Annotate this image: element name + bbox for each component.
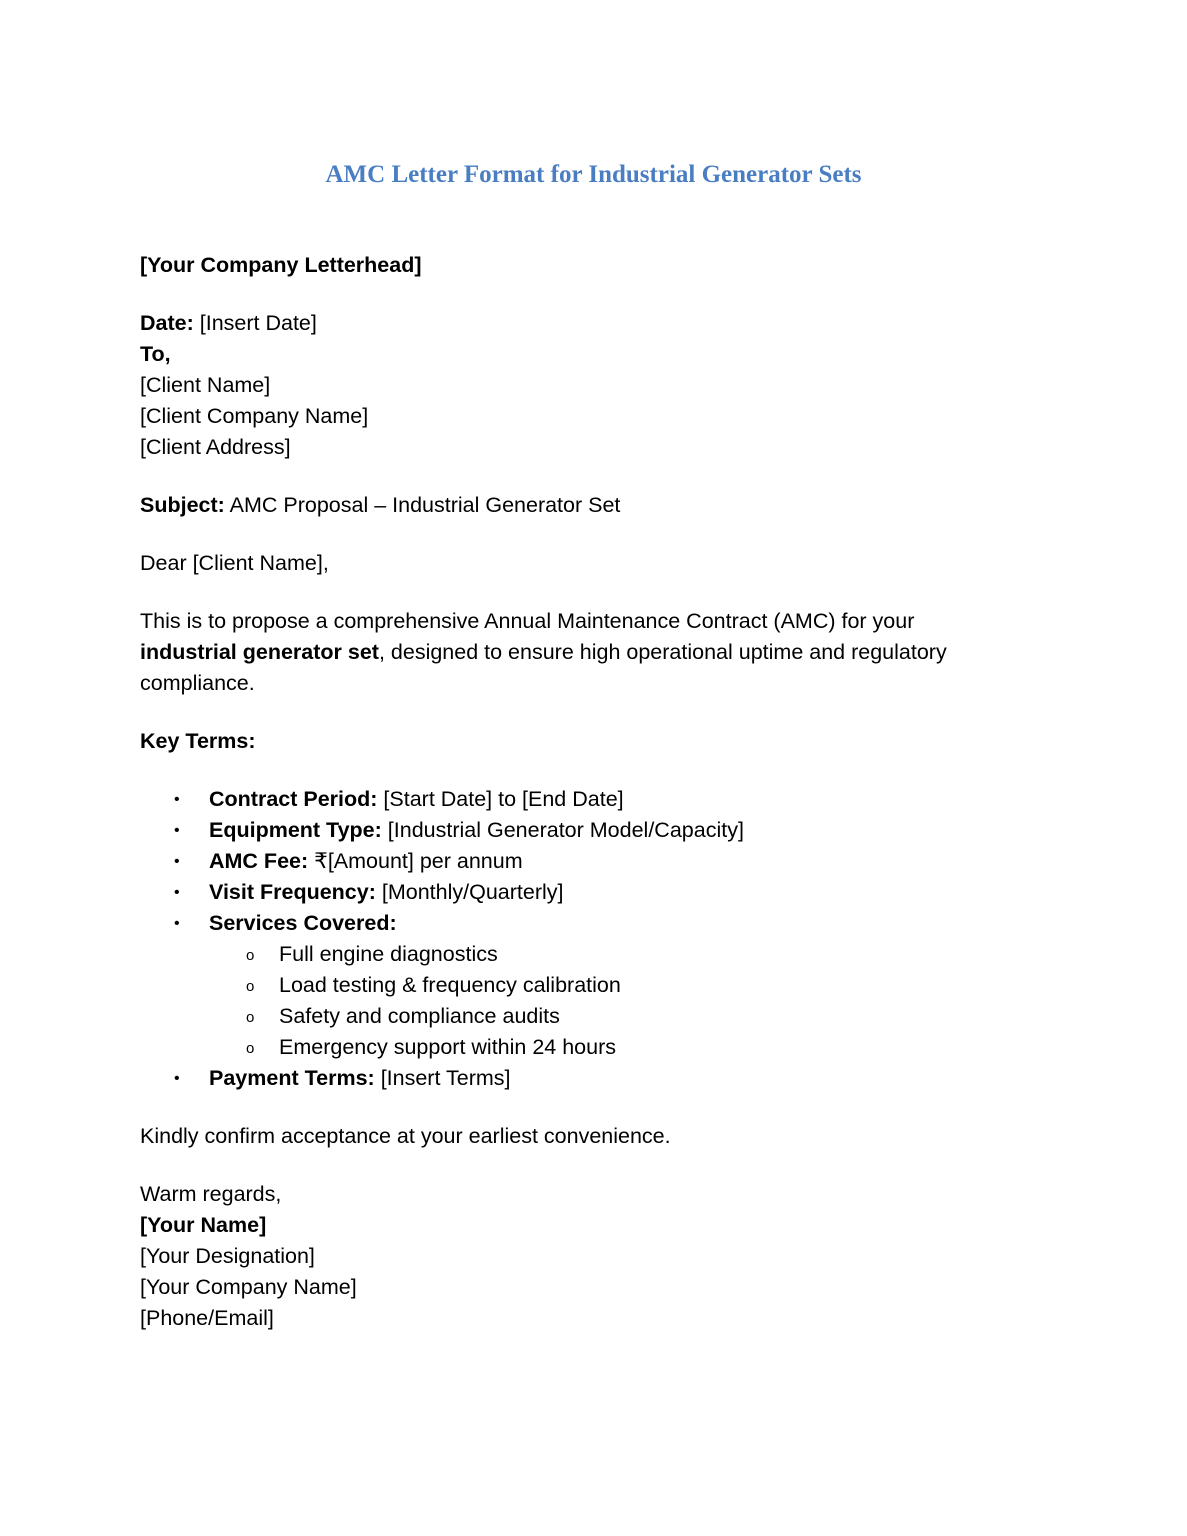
signoff-contact: [Phone/Email] [140, 1306, 274, 1330]
bullet-icon: • [174, 791, 180, 808]
signoff-company: [Your Company Name] [140, 1275, 357, 1299]
term-value: [Start Date] to [End Date] [383, 787, 624, 811]
to-label: To, [140, 342, 171, 366]
bullet-icon: • [174, 853, 180, 870]
date-line [140, 308, 1040, 339]
term-value: [Insert Terms] [380, 1066, 511, 1090]
service-item [140, 1032, 1040, 1063]
term-value: [Monthly/Quarterly] [381, 880, 564, 904]
term-label: Services Covered: [209, 911, 397, 935]
date-value: [Insert Date] [199, 311, 317, 335]
closing-request: Kindly confirm acceptance at your earliest convenience. [140, 1124, 671, 1148]
service-item [140, 1001, 1040, 1032]
signoff-name: [Your Name] [140, 1213, 267, 1237]
term-visit-frequency [140, 877, 1040, 908]
term-equipment-type [140, 815, 1040, 846]
letter-body [140, 250, 1040, 1334]
subject-line [140, 490, 1040, 521]
service-item [140, 970, 1040, 1001]
intro-line-2-rest: , designed to ensure high operational uptime and regulatory [378, 640, 947, 664]
recipient-name: [Client Name] [140, 373, 271, 397]
term-value: ₹[Amount] per annum [314, 849, 523, 873]
service-text: Full engine diagnostics [279, 942, 498, 966]
intro-paragraph [140, 606, 1040, 699]
circle-bullet-icon: o [246, 978, 255, 995]
circle-bullet-icon: o [246, 1040, 255, 1057]
term-label: Visit Frequency: [209, 880, 376, 904]
term-amc-fee [140, 846, 1040, 877]
bullet-icon: • [174, 1070, 180, 1087]
signoff-regards: Warm regards, [140, 1182, 282, 1206]
document-title: AMC Letter Format for Industrial Generator Sets [325, 161, 862, 188]
service-text: Emergency support within 24 hours [279, 1035, 617, 1059]
subject-label: Subject: [140, 493, 225, 517]
intro-bold-phrase: industrial generator set [140, 640, 379, 664]
term-label: Equipment Type: [209, 818, 382, 842]
signoff-designation: [Your Designation] [140, 1244, 315, 1268]
service-text: Load testing & frequency calibration [279, 973, 621, 997]
bullet-icon: • [174, 915, 180, 932]
recipient-address: [Client Address] [140, 435, 291, 459]
term-label: AMC Fee: [209, 849, 309, 873]
date-label: Date: [140, 311, 194, 335]
salutation: Dear [Client Name], [140, 551, 329, 575]
term-contract-period [140, 784, 1040, 815]
circle-bullet-icon: o [246, 947, 255, 964]
key-terms-list [140, 784, 1040, 1094]
letterhead: [Your Company Letterhead] [140, 253, 422, 277]
bullet-icon: • [174, 822, 180, 839]
service-item [140, 939, 1040, 970]
term-payment-terms [140, 1063, 1040, 1094]
recipient-company: [Client Company Name] [140, 404, 369, 428]
term-label: Contract Period: [209, 787, 378, 811]
subject-value: AMC Proposal – Industrial Generator Set [229, 493, 621, 517]
term-label: Payment Terms: [209, 1066, 375, 1090]
circle-bullet-icon: o [246, 1009, 255, 1026]
service-text: Safety and compliance audits [279, 1004, 560, 1028]
term-value: [Industrial Generator Model/Capacity] [387, 818, 744, 842]
key-terms-heading: Key Terms: [140, 729, 256, 753]
intro-line-1: This is to propose a comprehensive Annual Maintenance Contract (AMC) for your [140, 609, 915, 633]
intro-line-3: compliance. [140, 671, 255, 695]
intro-line-2 [140, 637, 1040, 668]
term-services-covered [140, 908, 1040, 1063]
bullet-icon: • [174, 884, 180, 901]
services-list [209, 939, 1040, 1063]
